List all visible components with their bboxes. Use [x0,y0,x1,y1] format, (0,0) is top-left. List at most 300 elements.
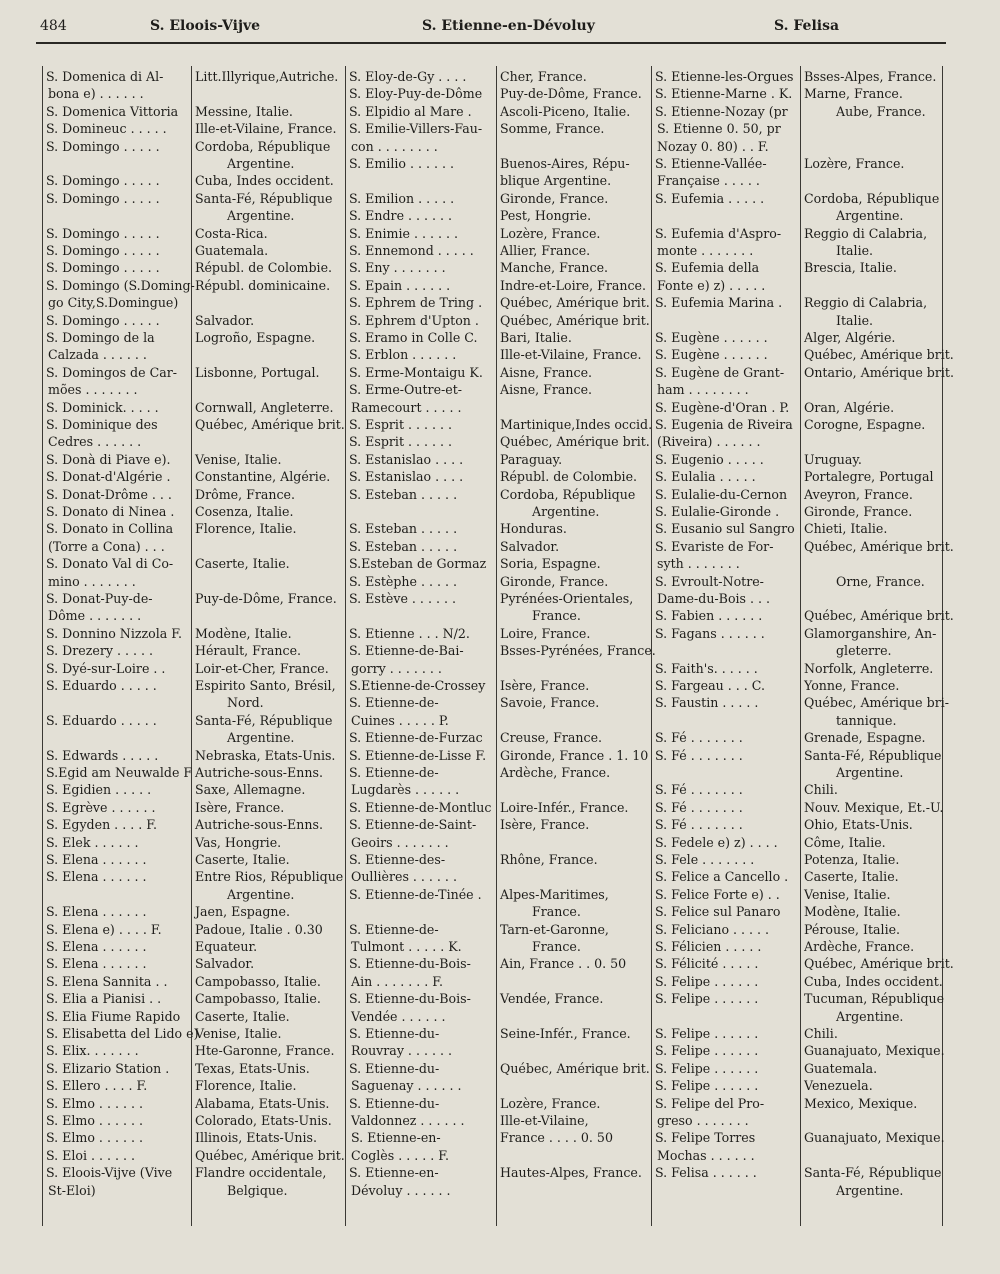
location [195,677,336,712]
location [500,381,592,398]
location [195,242,268,259]
location [500,259,608,276]
location-line: Cosenza, Italie. [195,504,294,519]
place-name-line: S. Esteban . . . . . [349,538,458,554]
location-line: Mexico, Mexique. [804,1095,918,1111]
place-name [349,381,462,416]
location [804,1129,945,1146]
place-name [655,1164,757,1181]
location [804,1077,873,1094]
place-name [46,955,147,972]
location [195,1147,345,1164]
place-name-line: S. Fargeau . . . C. [655,678,765,693]
place-name-line: Geoirs . . . . . . . [351,834,449,850]
location [195,921,323,938]
location-line: Ohio, Etats-Unis. [804,817,913,833]
location-line: Brescia, Italie. [804,260,897,276]
location [195,590,337,607]
place-name-line: S. Etienne-Nozay (pr [655,103,788,119]
place-name-line: S. Felipe . . . . . . [655,1026,759,1041]
location [195,973,321,990]
place-name [655,225,781,260]
location [500,207,591,224]
place-name-line: S. Donà di Piave e). [46,451,171,467]
place-name [349,886,482,903]
location-line: Norfolk, Angleterre. [804,660,934,676]
location-line: Cornwall, Angleterre. [195,399,334,415]
place-name-line: S. Estève . . . . . . [349,591,456,606]
place-name-line: S. Ephrem d'Upton . [349,312,479,328]
place-name [655,851,754,868]
place-name-line: S. Etienne-de-Bai- [349,643,464,659]
location [804,68,936,85]
location-line: Cordoba, République [195,138,331,154]
location [804,799,943,816]
location [804,834,886,851]
place-name-line: Coglès . . . . . F. [351,1147,450,1163]
place-name-line: S. Elena Sannita . . [46,973,168,989]
place-name-line: S. Felice Forte e) . . [655,886,780,902]
place-name-line: S. Eugenia de Riveira [655,417,793,432]
place-name [349,747,486,764]
location [804,747,941,782]
place-name [349,921,462,956]
location-line: Seine-Infér., France. [500,1026,631,1041]
location-line: Logroño, Espagne. [195,330,316,345]
place-name-line: S. Elena . . . . . . [46,939,147,954]
location-line: Caserte, Italie. [804,869,899,885]
place-name [655,346,768,363]
place-name-line: S. Feliciano . . . . . [655,921,770,937]
place-name-line: S. Etienne-les-Orgues [655,69,794,84]
place-name-line: S. Eugène de Grant- [655,364,785,380]
location [195,1164,326,1199]
place-name [349,625,470,642]
place-name [655,660,758,677]
place-name [46,712,157,729]
place-name [349,155,454,172]
column-divider [800,66,801,1226]
place-name-line: S. Eufemia d'Aspro- [655,225,782,241]
place-name [655,68,793,85]
place-name-line: S. Egyden . . . . F. [46,817,157,833]
place-name-line: St-Eloi) [48,1182,96,1198]
place-name [46,520,173,555]
place-name-line: Rouvray . . . . . . [351,1043,452,1059]
place-name-line: (Torre a Cona) . . . [48,538,165,554]
location [195,1095,329,1112]
location [500,694,599,711]
location-line: Québec, Amérique brit. [500,1060,650,1076]
location-line: Italie. [836,243,874,258]
location [804,625,936,660]
place-name [349,694,449,729]
location [500,520,567,537]
place-name-line: mino . . . . . . . [48,573,136,589]
place-name [46,1147,135,1164]
location [500,573,608,590]
location [500,277,646,294]
column-divider [42,66,43,1226]
location [195,120,337,137]
location [804,1095,917,1112]
place-name-line: S. Eny . . . . . . . [349,260,446,276]
place-name [655,834,778,851]
place-name-line: S. Etienne-de-Tinée . [349,886,482,902]
place-name-line: S. Fagans . . . . . . [655,625,765,641]
location-line: Ardèche, France. [804,939,915,954]
location-line: Venise, Italie. [804,886,891,902]
location-line: Côme, Italie. [804,834,886,850]
place-name-line: (Riveira) . . . . . . [657,434,761,450]
place-name-line: S. Evroult-Notre- [655,573,764,589]
place-name [655,103,788,155]
place-name [349,1164,451,1199]
location [195,520,297,537]
place-name-line: S. Félicien . . . . . [655,939,762,954]
place-name [655,294,782,311]
place-name [46,172,160,189]
location-line: Loire-Infér., France. [500,799,629,815]
place-name-line: S. Fé . . . . . . . [655,730,743,746]
place-name-line: S. Domingo de la [46,330,155,345]
place-name-line: S. Drezery . . . . . [46,643,154,659]
place-name [349,85,482,102]
location [195,451,282,468]
location-line: Alger, Algérie. [804,330,896,345]
location [195,990,321,1007]
location-line: Reggio di Calabria, [804,295,928,311]
location-line: Québec, Amérique brit. [500,295,650,311]
location-line: Honduras. [500,521,567,537]
place-name-line: S. Eulalia . . . . . [655,469,756,485]
place-name-line: S. Eugène . . . . . . [655,330,768,345]
location-line: Colorado, Etats-Unis. [195,1113,332,1128]
location [195,312,254,329]
place-name-line: S. Endre . . . . . . [349,208,453,224]
location [804,346,954,363]
location [500,921,609,956]
location-line: Ille-et-Vilaine, France. [500,347,642,363]
place-name-line: S. Etienne-du- [349,1095,440,1111]
location-line: Jaen, Espagne. [195,904,290,920]
place-name-line: S. Etienne-du-Bois- [349,991,471,1007]
place-name-line: S. Donato di Ninea . [46,504,175,519]
location [500,85,642,102]
place-name-line: S. Dominique des [46,417,158,432]
place-name [349,677,485,694]
place-name [655,1025,758,1042]
place-name [655,573,770,608]
location [804,903,901,920]
location-line: gleterre. [836,643,892,659]
location-line: Québec, Amérique brit. [195,1147,345,1163]
location-line: Allier, France. [500,243,591,258]
place-name-line: S. Esprit . . . . . . [349,417,453,432]
location-line: Argentine. [836,1182,904,1198]
place-name [349,851,457,886]
location-line: Oran, Algérie. [804,399,895,415]
location-line: Campobasso, Italie. [195,973,321,989]
place-name [46,1129,143,1146]
place-name [46,468,170,485]
location [804,190,939,225]
place-name-line: S. Donato in Collina [46,521,174,537]
location [195,1129,317,1146]
place-name [46,677,157,694]
location-line: Autriche-sous-Enns. [195,817,323,833]
place-name [655,694,758,711]
place-name-line: S. Eufemia . . . . . [655,190,765,206]
location-line: Argentine. [227,156,295,171]
place-name [46,747,158,764]
running-head-left: S. Eloois-Vijve [150,18,261,34]
location [195,747,335,764]
place-name-line: S. Emilie-Villers-Fau- [349,121,483,137]
place-name [349,816,476,851]
location-line: Ontario, Amérique brit. [804,364,954,380]
place-name-line: S. Faith's. . . . . . [655,660,758,676]
place-name [349,259,446,276]
location-line: Argentine. [836,765,904,780]
place-name-line: S. Fé . . . . . . . [655,799,743,815]
location-line: Modène, Italie. [804,904,901,920]
location-line: tannique. [836,712,897,728]
place-name [46,329,155,364]
location-line: Portalegre, Portugal [804,469,934,485]
place-name [46,138,160,155]
place-name-line: S. Felipe Torres [655,1130,756,1146]
location [195,416,345,433]
place-name-line: S. Egidien . . . . . [46,782,152,798]
place-name-line: S. Domineuc . . . . . [46,121,167,137]
location [804,851,899,868]
place-name-line: S. Donat-Puy-de- [46,591,153,606]
location-line: Puy-de-Dôme, France. [195,591,337,606]
location [195,799,284,816]
place-name-line: S. Elisabetta del Lido e) [46,1026,199,1041]
location [804,660,933,677]
place-name [655,903,781,920]
place-name-line: S. Etienne-en- [349,1165,439,1181]
location [500,486,635,521]
place-name [655,607,762,624]
place-name-line: greso . . . . . . . [657,1113,749,1128]
place-name [46,1042,139,1059]
location [804,103,926,120]
place-name-line: S. Etienne-en- [351,1130,441,1146]
place-name-line: S. Domenica di Al- [46,69,164,84]
location [500,242,590,259]
place-name-line: S. Estanislao . . . . [349,469,464,485]
place-name [46,225,160,242]
place-name-line: S.Egid am Neuwalde F [46,765,193,780]
place-name-line: Saguenay . . . . . . [351,1078,462,1094]
location-line: Québec, Amérique brit. [804,608,954,624]
place-name-line: Vendée . . . . . . [351,1008,446,1024]
place-name-line: S. Erblon . . . . . . [349,347,457,363]
location [804,729,926,746]
place-name [349,468,463,485]
location-line: Manche, France. [500,260,609,276]
location [804,1060,877,1077]
place-name [655,729,743,746]
location-line: Italie. [836,312,874,328]
place-name-line: Dôme . . . . . . . [48,608,142,624]
place-name [349,277,450,294]
place-name-line: S. Fé . . . . . . . [655,817,743,833]
place-name-line: Dame-du-Bois . . . [657,591,771,606]
location-line: Cher, France. [500,69,587,84]
location [195,190,332,225]
location-line: Salvador. [195,956,255,972]
place-name-line: S. Fé . . . . . . . [655,782,743,798]
location [804,364,954,381]
location [195,259,332,276]
location-line: Costa-Rica. [195,225,268,241]
location-line: Saxe, Allemagne. [195,782,306,798]
location-line: Reggio di Calabria, [804,225,928,241]
place-name-line: S. Donnino Nizzola F. [46,625,183,641]
place-name-line: S. Eulalie-Gironde . [655,504,780,519]
location-line: Hautes-Alpes, France. [500,1165,642,1181]
location-line: Litt.Illyrique,Autriche. [195,69,339,84]
place-name-line: S. Felice sul Panaro [655,904,781,920]
location [195,277,330,294]
place-name-line: S. Domingos de Car- [46,364,177,380]
place-name-line: S. Fedele e) z) . . . . [655,834,778,850]
location-line: France. [532,939,581,954]
location-line: Aisne, France. [500,364,593,380]
location-line: Bsses-Alpes, France. [804,69,937,84]
location-line: Venise, Italie. [195,451,282,467]
location-line: Somme, France. [500,121,605,137]
place-name-line: S. Eramo in Colle C. [349,330,478,345]
location [195,955,254,972]
place-name [46,451,171,468]
location-line: Gironde, France. [500,573,609,589]
location-line: Loir-et-Cher, France. [195,660,329,676]
location-line: Québec, Amérique brit. [804,538,954,554]
place-name [349,225,458,242]
place-name-line: S. Elia Fiume Rapido [46,1008,181,1024]
location [500,451,562,468]
location-line: Alabama, Etats-Unis. [195,1095,330,1111]
location [195,868,343,903]
location-line: Ain, France . . 0. 50 [500,956,627,972]
place-name [46,590,153,625]
place-name-line: S. Elizario Station . [46,1060,170,1076]
place-name-line: Cedres . . . . . . [48,434,142,450]
place-name [655,747,743,764]
place-name [46,486,172,503]
place-name-line: S. Eugenio . . . . . [655,451,764,467]
place-name-line: Lugdarès . . . . . . [351,782,460,798]
place-name [655,868,788,885]
location-line: Padoue, Italie . 0.30 [195,921,323,937]
place-name-line: S. Elena . . . . . . [46,956,147,972]
place-name [349,68,466,85]
place-name-line: S. Estèphe . . . . . [349,573,458,589]
place-name [349,312,479,329]
place-name [655,955,758,972]
place-name-line: S. Eduardo . . . . . [46,712,157,728]
location-line: Caserte, Italie. [195,852,290,867]
place-name-line: S. Felice a Cancello . [655,869,789,885]
place-name-line: S. Eusanio sul Sangro [655,521,795,537]
location-line: Isère, France. [500,817,590,833]
place-name [46,834,139,851]
location [500,433,650,450]
location-line: Modène, Italie. [195,625,292,641]
place-name [46,851,147,868]
place-name [655,468,756,485]
place-name-line: S. Ennemond . . . . . [349,243,474,258]
location [500,729,602,746]
place-name-line: monte . . . . . . . [657,243,754,258]
location [804,225,927,260]
location-line: Pest, Hongrie. [500,208,592,224]
place-name [349,555,486,572]
place-name [655,973,758,990]
location [804,155,904,172]
place-name [655,85,792,102]
location [804,1042,945,1059]
place-name [46,242,160,259]
place-name-line: Fonte e) z) . . . . . [657,277,766,293]
location-line: Nord. [227,695,264,711]
location-line: Venezuela. [804,1078,873,1094]
location-line: Républ. de Colombie. [195,260,333,276]
place-name [349,538,457,555]
place-name-line: S. Domenica Vittoria [46,103,179,119]
location [195,1112,332,1129]
place-name-line: S. Etienne-du- [349,1060,440,1076]
place-name [46,1164,172,1199]
place-name [655,1060,758,1077]
place-name-line: S. Erme-Outre-et- [349,382,463,398]
location [804,329,895,346]
location-line: Texas, Etats-Unis. [195,1060,310,1076]
place-name [655,799,743,816]
location-line: Paraguay. [500,451,563,467]
location [804,451,862,468]
place-name-line: S. Eloois-Vijve (Vive [46,1165,173,1181]
place-name-line: S. Etienne-du-Bois- [349,956,471,972]
place-name-line: S. Erme-Montaigu K. [349,364,483,380]
place-name [46,1095,143,1112]
place-name-line: S. Edwards . . . . . [46,747,159,763]
location [804,520,887,537]
place-name [46,625,182,642]
location-line: Cordoba, République [500,486,636,502]
location-line: Tarn-et-Garonne, [500,921,609,937]
location [804,468,934,485]
location-line: Belgique. [227,1182,288,1198]
place-name [349,242,474,259]
location-line: Ardèche, France. [500,765,611,780]
place-name [349,433,452,450]
location-line: Gironde, France. [804,504,913,519]
place-name [349,729,483,746]
place-name [46,938,147,955]
location-line: Argentine. [227,886,295,902]
place-name-line: S. Etienne-Vallée- [655,156,767,171]
location [804,1025,838,1042]
place-name [655,329,768,346]
location [500,329,572,346]
location [500,103,630,120]
